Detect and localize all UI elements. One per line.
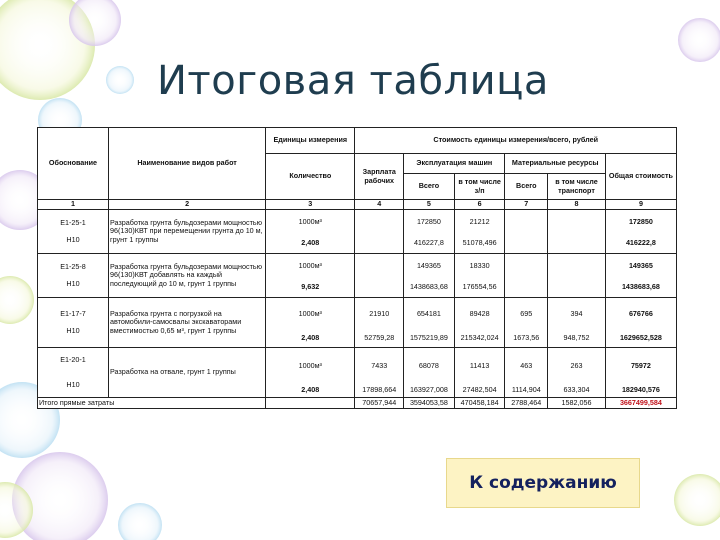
row-code: Е1-25-1 — [60, 217, 86, 227]
to-contents-button[interactable]: К содержанию — [446, 458, 640, 508]
row-code-cell — [38, 210, 109, 254]
table-row — [38, 254, 677, 278]
row-quantity-value: 2,408 — [266, 384, 355, 398]
header-incl-transport: в том числе транспорт — [548, 174, 606, 200]
row-description: Разработка грунта бульдозерами мощностью 96(130)КВТ добавлять на каждый последующий до 10 м, грунт 1 группы — [108, 254, 265, 298]
row-machine-total: 163927,008 — [404, 384, 455, 398]
row-machine-wages: 11413 — [454, 348, 505, 384]
col-num: 6 — [454, 200, 505, 210]
row-materials-transport: 263 — [548, 348, 606, 384]
row-total-cost: 182940,576 — [605, 384, 676, 398]
row-wages — [355, 210, 404, 234]
row-code-cell — [38, 348, 109, 398]
table-header-row-1 — [38, 128, 677, 154]
row-wages — [355, 234, 404, 254]
row-materials-total: 695 — [505, 298, 548, 330]
row-wages — [355, 254, 404, 278]
row-wages: 21910 — [355, 298, 404, 330]
totals-row — [38, 398, 677, 409]
row-total-cost: 172850 — [605, 210, 676, 234]
table-row — [38, 298, 677, 330]
table-row — [38, 348, 677, 384]
page-title: Итоговая таблица — [157, 58, 549, 104]
row-description: Разработка грунта бульдозерами мощностью 96(130)КВТ при перемещении грунта до 10 м, грунт 1 группы — [108, 210, 265, 254]
row-total-cost: 1629652,528 — [605, 330, 676, 348]
row-machine-total: 416227,8 — [404, 234, 455, 254]
row-quantity-value: 9,632 — [266, 278, 355, 298]
row-total-cost: 676766 — [605, 298, 676, 330]
totals-total-cost: 3667499,584 — [605, 398, 676, 409]
row-wages — [355, 278, 404, 298]
header-work-name: Наименование видов работ — [108, 128, 265, 200]
row-code-cell — [38, 254, 109, 298]
col-num: 9 — [605, 200, 676, 210]
row-materials-transport: 394 — [548, 298, 606, 330]
header-incl-wages: в том числе з/п — [454, 174, 505, 200]
row-machine-wages: 215342,024 — [454, 330, 505, 348]
row-materials-transport — [548, 210, 606, 234]
col-num: 3 — [266, 200, 355, 210]
header-total-cost: Общая стоимость — [605, 154, 676, 200]
row-materials-total: 463 — [505, 348, 548, 384]
row-quantity-unit: 1000м³ — [266, 298, 355, 330]
row-materials-total: 1114,904 — [505, 384, 548, 398]
col-num: 4 — [355, 200, 404, 210]
totals-machine-wages: 470458,184 — [454, 398, 505, 409]
row-code: Е1-17-7 — [60, 308, 86, 318]
header-machine-total: Всего — [404, 174, 455, 200]
row-materials-transport: 948,752 — [548, 330, 606, 348]
row-wages: 17898,664 — [355, 384, 404, 398]
row-materials-transport — [548, 254, 606, 278]
row-machine-wages: 89428 — [454, 298, 505, 330]
row-machine-total: 149365 — [404, 254, 455, 278]
row-quantity-value: 2,408 — [266, 234, 355, 254]
header-units: Единицы измерения — [266, 128, 355, 154]
row-code: Е1-25-8 — [60, 261, 86, 271]
row-code-sub: Н10 — [66, 278, 80, 288]
row-machine-wages: 176554,56 — [454, 278, 505, 298]
row-code-cell — [38, 298, 109, 348]
header-materials-total: Всего — [505, 174, 548, 200]
col-num: 2 — [108, 200, 265, 210]
col-num: 8 — [548, 200, 606, 210]
summary-table — [37, 127, 677, 409]
row-materials-total: 1673,56 — [505, 330, 548, 348]
row-machine-total: 654181 — [404, 298, 455, 330]
row-machine-total: 1575219,89 — [404, 330, 455, 348]
row-materials-total — [505, 234, 548, 254]
col-num: 5 — [404, 200, 455, 210]
row-code-sub: Н10 — [66, 380, 80, 389]
header-machine-op: Эксплуатация машин — [404, 154, 505, 174]
header-materials: Материальные ресурсы — [505, 154, 605, 174]
row-machine-total: 68078 — [404, 348, 455, 384]
row-quantity-value: 2,408 — [266, 330, 355, 348]
header-quantity: Количество — [266, 154, 355, 200]
row-machine-wages: 27482,504 — [454, 384, 505, 398]
header-wages: Зарплата рабочих — [355, 154, 404, 200]
row-materials-total — [505, 210, 548, 234]
row-quantity-unit: 1000м³ — [266, 348, 355, 384]
row-machine-total: 1438683,68 — [404, 278, 455, 298]
row-quantity-unit: 1000м³ — [266, 254, 355, 278]
totals-materials-total: 2788,464 — [505, 398, 548, 409]
header-cost-unit: Стоимость единицы измерения/всего, рублей — [355, 128, 677, 154]
row-materials-total — [505, 278, 548, 298]
row-code-sub: Н10 — [66, 325, 80, 335]
row-description: Разработка на отвале, грунт 1 группы — [108, 348, 265, 398]
row-total-cost: 149365 — [605, 254, 676, 278]
row-total-cost: 416222,8 — [605, 234, 676, 254]
row-machine-wages: 18330 — [454, 254, 505, 278]
row-materials-total — [505, 254, 548, 278]
col-num: 7 — [505, 200, 548, 210]
row-total-cost: 1438683,68 — [605, 278, 676, 298]
row-materials-transport — [548, 278, 606, 298]
totals-wages: 70657,944 — [355, 398, 404, 409]
row-wages: 52759,28 — [355, 330, 404, 348]
totals-machine-total: 3594053,58 — [404, 398, 455, 409]
row-materials-transport: 633,304 — [548, 384, 606, 398]
row-machine-total: 172850 — [404, 210, 455, 234]
row-description: Разработка грунта с погрузкой на автомобили-самосвалы экскаваторами вместимостью 0,65 м³, грунт 1 группы — [108, 298, 265, 348]
header-basis: Обоснование — [38, 128, 109, 200]
row-machine-wages: 21212 — [454, 210, 505, 234]
row-total-cost: 75972 — [605, 348, 676, 384]
totals-materials-transport: 1582,056 — [548, 398, 606, 409]
row-machine-wages: 51078,496 — [454, 234, 505, 254]
row-quantity-unit: 1000м³ — [266, 210, 355, 234]
row-code-sub: Н10 — [66, 234, 80, 244]
table-row — [38, 210, 677, 234]
totals-label: Итого прямые затраты — [38, 398, 266, 409]
row-materials-transport — [548, 234, 606, 254]
col-num: 1 — [38, 200, 109, 210]
row-code: Е1-20-1 — [60, 354, 86, 364]
totals-quantity — [266, 398, 355, 409]
column-numbers-row — [38, 200, 677, 210]
row-wages: 7433 — [355, 348, 404, 384]
